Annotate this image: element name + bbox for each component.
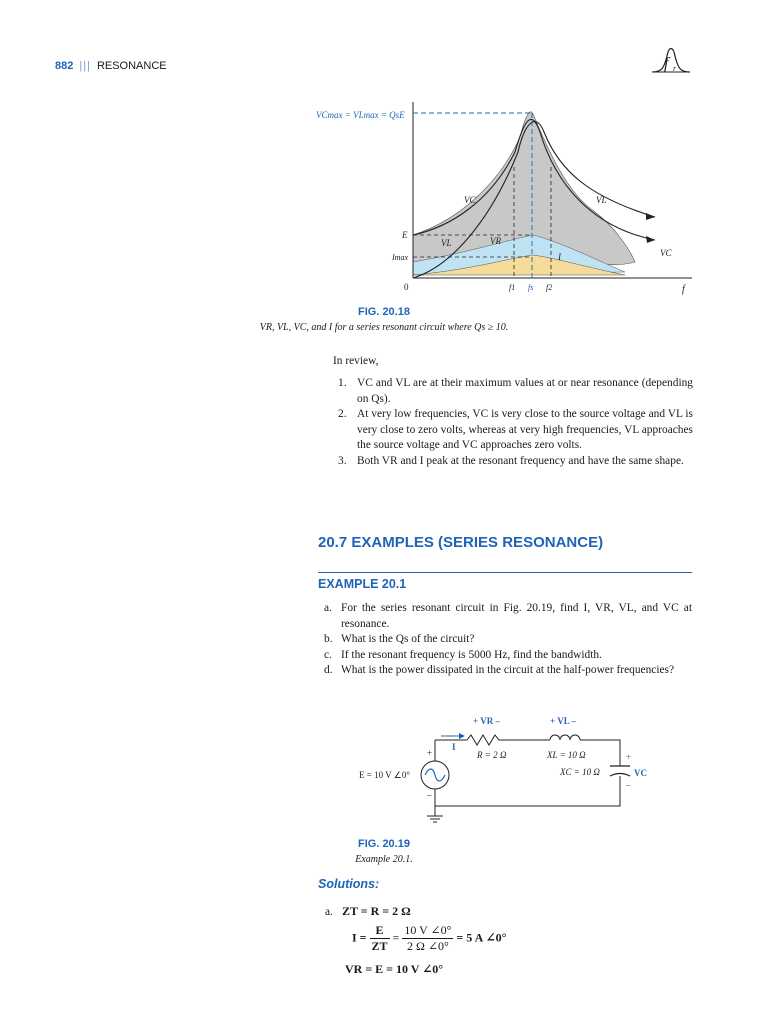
cap-minus: – <box>626 780 631 790</box>
list-item: 3. Both VR and I peak at the resonant frequency and have the same shape. <box>338 454 684 467</box>
fs-tick-label: fs <box>528 283 534 292</box>
inductor-label: XL = 10 Ω <box>547 750 586 760</box>
vr-label: + VR – <box>473 716 500 726</box>
list-item: d. What is the power dissipated in the circuit at the half-power frequencies? <box>324 664 675 676</box>
vc-curve-label: VC <box>464 195 476 205</box>
source-label: E = 10 V ∠0° <box>359 770 410 780</box>
example-title: EXAMPLE 20.1 <box>318 577 407 591</box>
figure-2-label: FIG. 20.19 <box>358 838 410 850</box>
svg-text:r: r <box>673 64 677 73</box>
resonance-curves-figure <box>300 92 700 302</box>
source-plus: + <box>427 748 433 758</box>
capacitor-label: XC = 10 Ω <box>560 767 600 777</box>
i-curve-label: I <box>558 252 561 262</box>
chapter-title: RESONANCE <box>96 60 167 72</box>
review-list <box>338 376 693 469</box>
e-level-label: E <box>402 230 408 240</box>
vl-curve-label: VL <box>596 195 607 205</box>
figure-2-caption: Example 20.1. <box>355 854 413 865</box>
section-title: 20.7 EXAMPLES (SERIES RESONANCE) <box>318 534 604 551</box>
cap-plus: + <box>626 752 632 762</box>
resonance-logo-icon <box>650 38 692 76</box>
vc-label: VC <box>634 768 647 778</box>
equation-current: I = $\frac{E}{ZT}$ = $\frac{10 V \angle 0^\circ}{2 \Omega \angle 0^\circ}$ = 5 A ∠0° <box>352 923 507 953</box>
frequency-axis-label: f <box>682 284 685 295</box>
current-label: I <box>452 742 456 752</box>
vl-lower-label: VL <box>441 238 452 248</box>
review-intro: In review, <box>333 355 379 367</box>
header-separator: ||| <box>79 60 91 72</box>
page-number: 882 <box>55 60 74 72</box>
peak-value-label: VCmax = VLmax = QsE <box>316 110 405 120</box>
list-item: a. For the series resonant circuit in Fig. 20.19, find I, VR, VL, and VC at resonance. <box>324 602 692 630</box>
vr-curve-label: VR <box>490 236 501 246</box>
f1-tick-label: f1 <box>509 283 516 292</box>
list-item: 2. At very low frequencies, VC is very close to the source voltage and VL is very close to zero volts, whereas at very high frequencies, VL approaches the source voltage and VC approaches zero volts. <box>338 408 693 451</box>
list-item: 1. VC and VL are at their maximum values at or near resonance (depending on Qs). <box>338 377 693 405</box>
series-circuit-diagram <box>355 710 655 830</box>
solutions-title: Solutions: <box>318 877 380 891</box>
vc-right-label: VC <box>660 248 672 258</box>
list-item: c. If the resonant frequency is 5000 Hz, find the bandwidth. <box>324 648 602 661</box>
example-questions <box>324 601 692 679</box>
resistor-label: R = 2 Ω <box>477 750 507 760</box>
figure-1-label: FIG. 20.18 <box>358 306 410 318</box>
figure-1-caption: VR, VL, VC, and I for a series resonant circuit where Qs ≥ 10. <box>259 322 509 333</box>
f2-tick-label: f2 <box>546 283 553 292</box>
origin-label: 0 <box>404 282 409 292</box>
solution-a-mark: a. <box>325 906 333 918</box>
imax-label: Imax <box>392 253 408 262</box>
equation-zt: ZT = R = 2 Ω <box>342 904 411 918</box>
logo-letter: f <box>664 55 669 72</box>
vl-label: + VL – <box>550 716 576 726</box>
equation-vr: VR = E = 10 V ∠0° <box>345 962 444 976</box>
source-minus: – <box>427 790 432 800</box>
running-header <box>55 60 167 72</box>
list-item: b. What is the Qs of the circuit? <box>324 633 475 645</box>
section-divider <box>318 572 692 573</box>
